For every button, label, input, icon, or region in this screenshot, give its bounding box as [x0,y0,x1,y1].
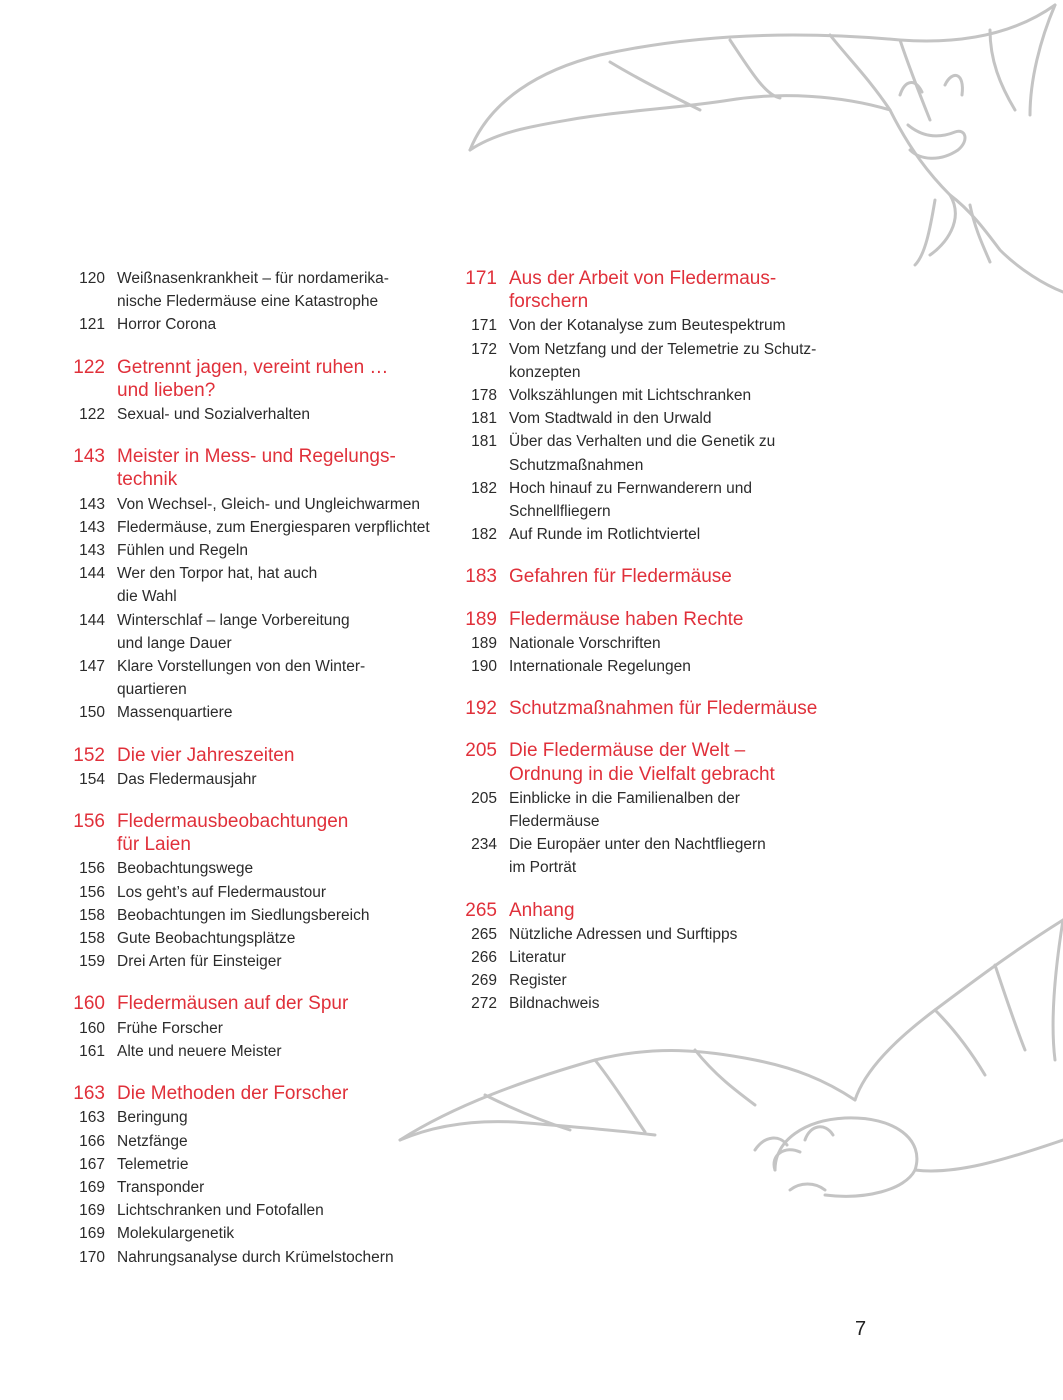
toc-chapter-heading[interactable] [452,608,872,631]
toc-entry[interactable] [452,787,872,833]
toc-chapter-heading[interactable] [60,744,450,767]
toc-entry[interactable] [452,407,872,430]
chapter-page-number: 143 [73,446,105,468]
chapter-page-number: 160 [73,993,105,1015]
entry-title: Einblicke in die Familienalben der Fledermäuse [509,789,740,831]
entry-title: Die Europäer unter den Nachtfliegern im Porträt [509,836,766,877]
entry-page-number: 182 [471,479,497,497]
toc-chapter-heading[interactable] [452,899,872,922]
toc-entry[interactable] [452,430,872,476]
chapter-title: Fledermäusen auf der Spur [117,993,349,1015]
entry-page-number: 266 [471,949,497,967]
toc-left-column [60,267,450,1288]
toc-entry[interactable] [60,609,450,655]
toc-entry[interactable] [60,313,450,336]
toc-entry[interactable] [60,267,450,313]
toc-entry[interactable] [452,384,872,407]
chapter-page-number: 183 [465,566,497,588]
chapter-page-number: 156 [73,811,105,833]
toc-entry[interactable] [452,314,872,337]
entry-page-number: 143 [79,495,105,513]
entry-title: Gute Beobachtungsplätze [117,930,296,948]
toc-entry[interactable] [60,1106,450,1129]
toc-section [60,356,450,427]
toc-section [452,899,872,1016]
chapter-title: Getrennt jagen, vereint ruhen … und lieben? [117,356,389,401]
entry-page-number: 166 [79,1132,105,1150]
toc-chapter-heading[interactable] [452,565,872,588]
toc-entry[interactable] [60,1176,450,1199]
entry-title: Sexual- und Sozialverhalten [117,406,311,424]
toc-chapter-heading[interactable] [60,810,450,856]
entry-page-number: 170 [79,1248,105,1266]
chapter-page-number: 122 [73,356,105,378]
entry-title: Literatur [509,949,566,967]
toc-section [60,992,450,1063]
entry-title: Frühe Forscher [117,1019,223,1037]
toc-chapter-heading[interactable] [60,1082,450,1105]
chapter-title: Gefahren für Fledermäuse [509,566,732,588]
toc-entry[interactable] [60,539,450,562]
toc-entry[interactable] [60,701,450,724]
toc-entry[interactable] [60,403,450,426]
toc-section [452,739,872,879]
entry-page-number: 205 [471,789,497,807]
chapter-page-number: 205 [465,740,497,762]
entry-page-number: 272 [471,995,497,1013]
entry-page-number: 169 [79,1178,105,1196]
toc-entry[interactable] [60,1040,450,1063]
entry-title: Volkszählungen mit Lichtschranken [509,387,752,405]
chapter-page-number: 192 [465,698,497,720]
entry-title: Beobachtungswege [117,860,254,878]
entry-page-number: 182 [471,526,497,544]
entry-page-number: 169 [79,1202,105,1220]
toc-entry[interactable] [60,562,450,608]
toc-chapter-heading[interactable] [452,697,872,720]
chapter-page-number: 152 [73,744,105,766]
entry-title: Transponder [117,1178,205,1196]
entry-title: Netzfänge [117,1132,188,1150]
entry-page-number: 158 [79,906,105,924]
toc-entry[interactable] [452,338,872,384]
toc-chapter-heading[interactable] [60,356,450,402]
entry-title: Lichtschranken und Fotofallen [117,1202,324,1220]
toc-section [452,608,872,679]
entry-page-number: 265 [471,925,497,943]
entry-title: Fledermäuse, zum Energiesparen verpflichtet [117,518,430,536]
entry-page-number: 181 [471,433,497,451]
entry-title: Wer den Torpor hat, hat auch die Wahl [117,565,318,606]
chapter-title: Schutzmaßnahmen für Fledermäuse [509,698,818,720]
entry-title: Internationale Regelungen [509,658,691,676]
toc-entry[interactable] [60,1222,450,1245]
chapter-title: Fledermausbeobachtungen für Laien [117,811,349,856]
toc-section [60,810,450,973]
entry-page-number: 121 [79,316,105,334]
entry-title: Vom Netzfang und der Telemetrie zu Schutz- konzepten [509,340,817,381]
entry-page-number: 120 [79,270,105,287]
toc-entry[interactable] [452,632,872,655]
toc-entry[interactable] [60,493,450,516]
entry-title: Beobachtungen im Siedlungsbereich [117,906,370,924]
entry-page-number: 190 [471,658,497,676]
entry-page-number: 159 [79,953,105,971]
toc-entry[interactable] [60,1130,450,1153]
entry-page-number: 181 [471,410,497,428]
entry-title: Klare Vorstellungen von den Winter- quartieren [117,658,366,699]
toc-section [452,565,872,588]
chapter-title: Anhang [509,899,575,921]
toc-entry[interactable] [452,523,872,546]
chapter-page-number: 163 [73,1083,105,1105]
entry-page-number: 167 [79,1155,105,1173]
entry-page-number: 143 [79,542,105,560]
entry-page-number: 144 [79,611,105,629]
toc-entry[interactable] [452,655,872,678]
entry-title: Telemetrie [117,1155,189,1173]
entry-title: Nützliche Adressen und Surftipps [509,925,738,943]
entry-page-number: 269 [471,972,497,990]
toc-entry[interactable] [60,1199,450,1222]
entry-page-number: 147 [79,658,105,676]
chapter-page-number: 171 [465,268,497,289]
entry-title: Drei Arten für Einsteiger [117,953,282,971]
toc-chapter-heading[interactable] [60,992,450,1015]
entry-title: Vom Stadtwald in den Urwald [509,410,712,428]
toc-entry[interactable] [60,1017,450,1040]
entry-page-number: 154 [79,770,105,788]
entry-title: Weißnasenkrankheit – für nordamerika- nische Fledermäuse eine Katastrophe [117,270,389,311]
entry-page-number: 150 [79,704,105,722]
entry-page-number: 161 [79,1042,105,1060]
toc-entry[interactable] [452,923,872,946]
entry-title: Von Wechsel-, Gleich- und Ungleichwarmen [117,495,420,513]
entry-title: Das Fledermausjahr [117,770,257,788]
toc-section [60,1082,450,1269]
entry-page-number: 122 [79,406,105,424]
entry-title: Bildnachweis [509,995,600,1013]
entry-page-number: 163 [79,1109,105,1127]
toc-section [60,445,450,724]
entry-page-number: 143 [79,518,105,536]
toc-chapter-heading[interactable] [452,267,872,313]
entry-page-number: 160 [79,1019,105,1037]
chapter-title: Die Methoden der Forscher [117,1083,349,1105]
chapter-page-number: 265 [465,899,497,921]
toc-section [452,697,872,720]
entry-title: Nationale Vorschriften [509,634,661,652]
toc-right-column [452,267,872,1035]
entry-title: Hoch hinauf zu Fernwanderern und Schnellfliegern [509,479,752,521]
toc-entry[interactable] [60,857,450,880]
entry-title: Horror Corona [117,316,217,334]
chapter-title: Die Fledermäuse der Welt – Ordnung in die Vielfalt gebracht [509,740,775,785]
toc-chapter-heading[interactable] [60,445,450,491]
toc-entry[interactable] [60,927,450,950]
entry-title: Beringung [117,1109,188,1127]
entry-page-number: 172 [471,340,497,358]
chapter-page-number: 189 [465,608,497,630]
toc-entry[interactable] [60,768,450,791]
entry-page-number: 158 [79,930,105,948]
entry-title: Winterschlaf – lange Vorbereitung und lange Dauer [117,611,350,652]
chapter-title: Die vier Jahreszeiten [117,744,295,766]
entry-page-number: 156 [79,883,105,901]
toc-entry[interactable] [60,1153,450,1176]
toc-entry[interactable] [60,950,450,973]
entry-title: Register [509,972,567,990]
entry-page-number: 189 [471,634,497,652]
entry-title: Von der Kotanalyse zum Beutespektrum [509,317,786,335]
entry-title: Alte und neuere Meister [117,1042,282,1060]
entry-title: Nahrungsanalyse durch Krümelstochern [117,1248,394,1266]
toc-section [60,267,450,337]
toc-entry[interactable] [60,655,450,701]
toc-entry[interactable] [60,881,450,904]
toc-entry[interactable] [452,833,872,879]
entry-page-number: 178 [471,387,497,405]
toc-section [452,267,872,546]
toc-section [60,744,450,791]
entry-page-number: 171 [471,317,497,335]
bat-illustration-top-icon [430,0,1063,300]
entry-title: Über das Verhalten und die Genetik zu Schutzmaßnahmen [509,433,776,474]
entry-page-number: 156 [79,860,105,878]
chapter-title: Aus der Arbeit von Fledermaus- forschern [509,268,777,313]
entry-title: Molekulargenetik [117,1225,235,1243]
entry-page-number: 169 [79,1225,105,1243]
toc-entry[interactable] [452,477,872,523]
chapter-title: Fledermäuse haben Rechte [509,608,744,630]
toc-entry[interactable] [60,1246,450,1269]
entry-title: Los geht’s auf Fledermaustour [117,883,327,901]
toc-entry[interactable] [452,946,872,969]
entry-title: Massenquartiere [117,704,233,722]
page-number: 7 [855,1318,867,1340]
toc-entry[interactable] [60,516,450,539]
entry-title: Fühlen und Regeln [117,542,248,560]
toc-entry[interactable] [452,992,872,1015]
entry-page-number: 234 [471,836,497,854]
entry-title: Auf Runde im Rotlichtviertel [509,526,701,544]
entry-page-number: 144 [79,565,105,583]
toc-chapter-heading[interactable] [452,739,872,785]
toc-entry[interactable] [60,904,450,927]
toc-entry[interactable] [452,969,872,992]
chapter-title: Meister in Mess- und Regelungs- technik [117,446,396,491]
